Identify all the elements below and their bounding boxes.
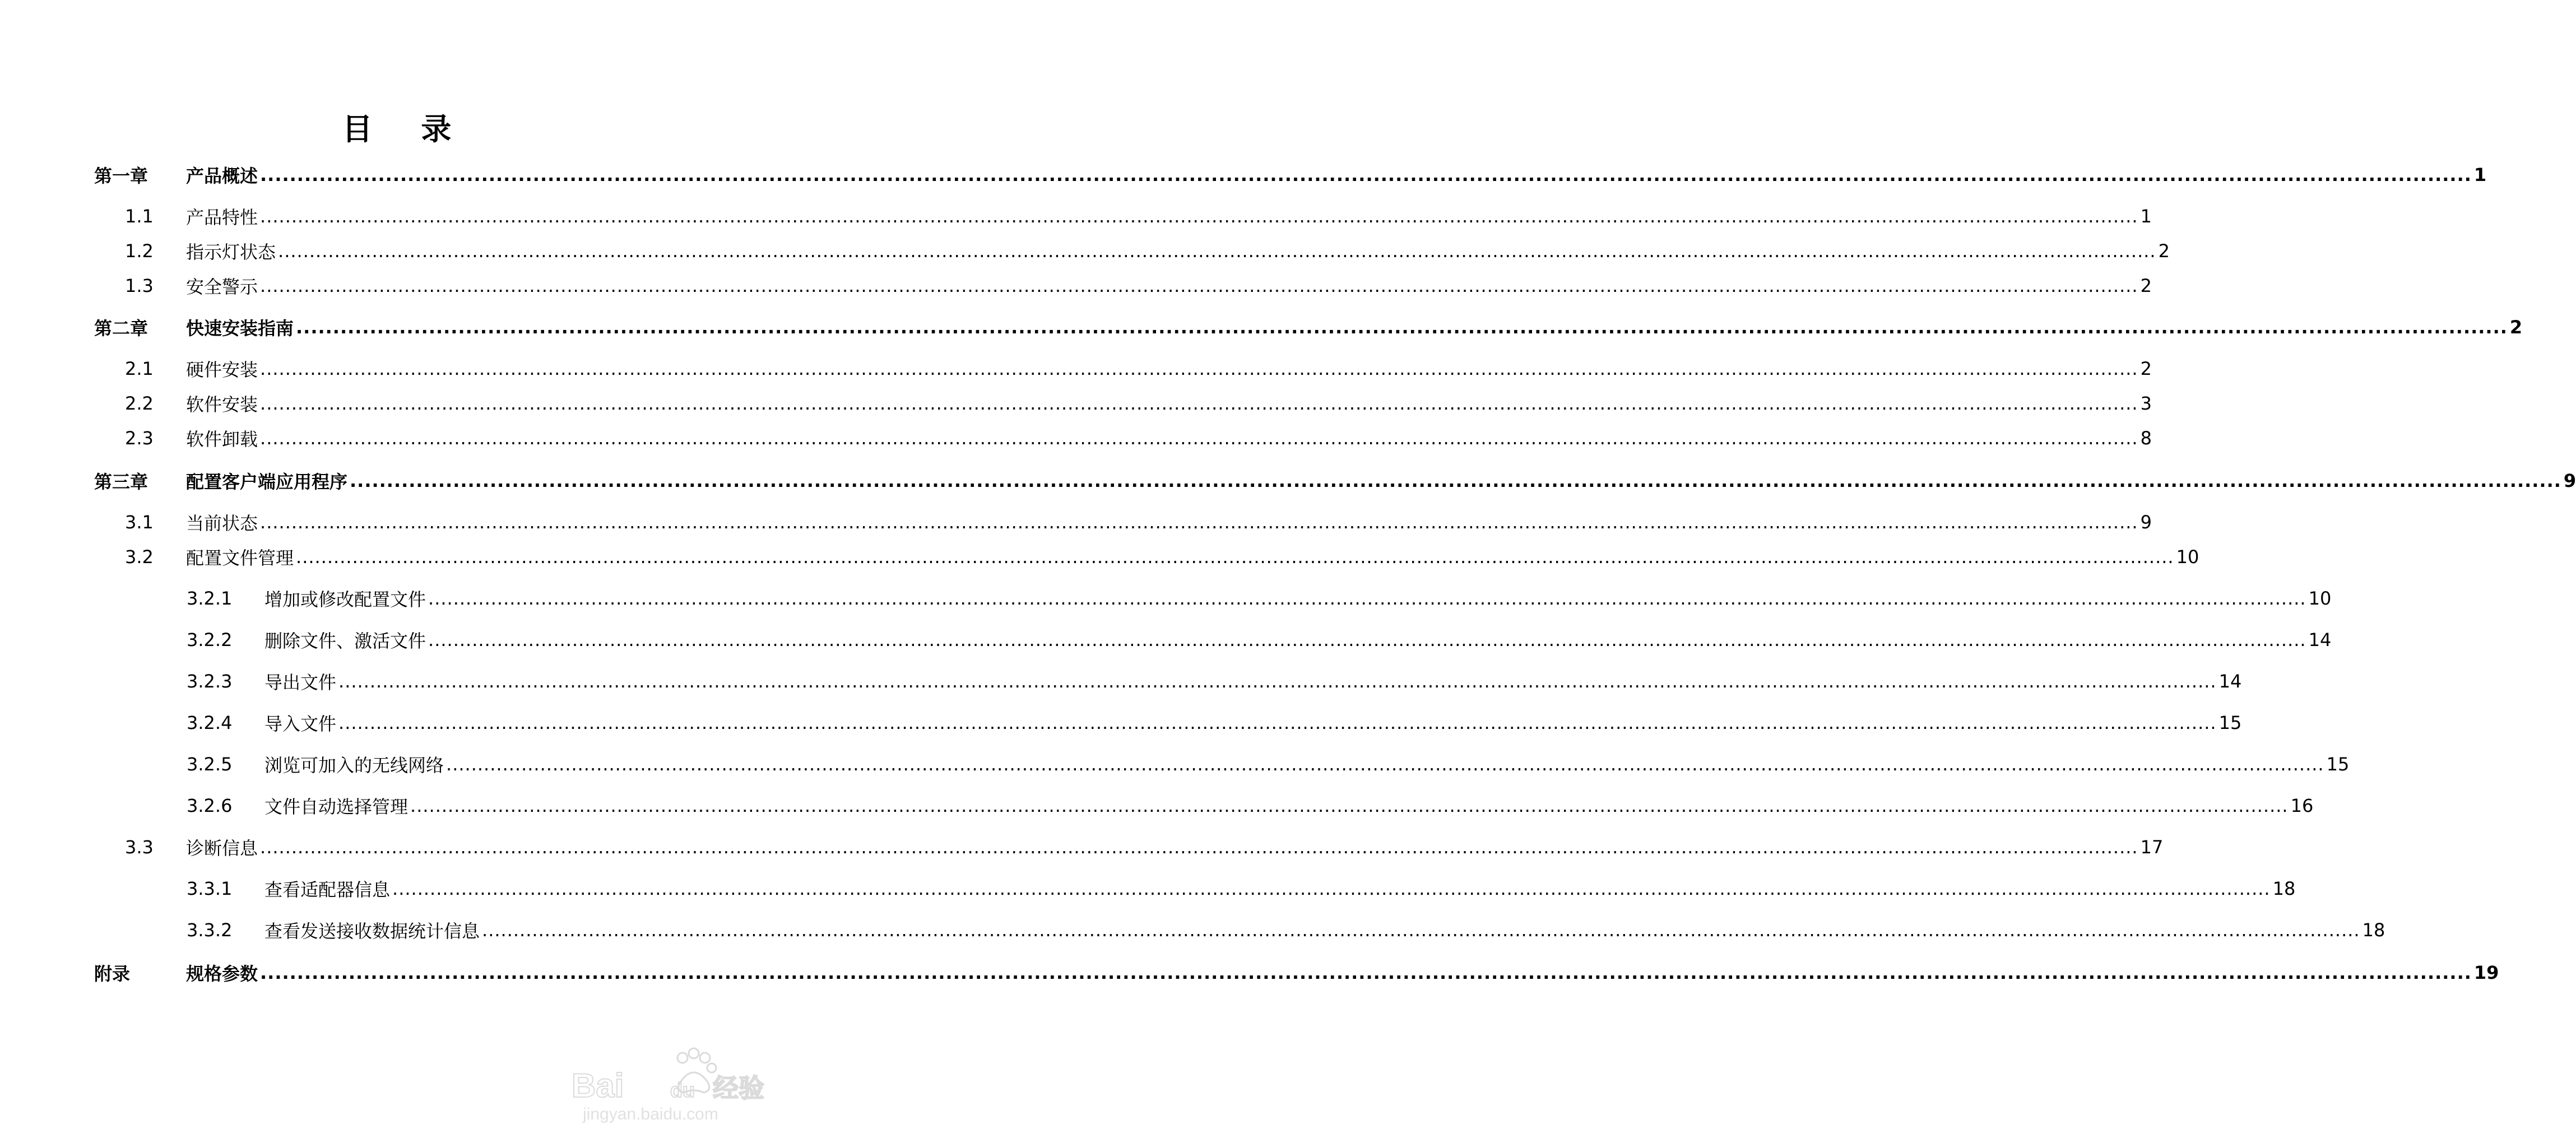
toc-entry-chapter[interactable]	[0, 310, 2523, 344]
toc-leader-dots: ............................................................................................................................................................................................................................................................................................................	[260, 962, 2472, 983]
toc-entry-sub[interactable]	[0, 913, 2385, 947]
toc-entry-line	[264, 747, 2350, 781]
toc-entry-label: 导出文件	[264, 672, 337, 693]
toc-entry-page: 8	[2140, 428, 2152, 449]
toc-entry-number: 第二章	[94, 318, 148, 339]
toc-leader-dots: ............................................................................................................................................................................................................................................................................................................	[410, 795, 2289, 816]
toc-entry-label: 文件自动选择管理	[264, 796, 409, 817]
toc-entry-line	[186, 234, 2170, 268]
toc-entry-number: 3.3.2	[187, 919, 233, 941]
toc-entry-line	[186, 464, 2576, 498]
toc-entry-section[interactable]	[0, 352, 2152, 385]
toc-entry-label: 安全警示	[186, 276, 258, 298]
svg-text:du: du	[670, 1079, 695, 1102]
toc-entry-page: 18	[2362, 919, 2385, 941]
toc-entry-label: 导入文件	[264, 713, 337, 735]
toc-entry-page: 15	[2218, 712, 2242, 733]
toc-entry-number: 2.1	[125, 358, 154, 379]
svg-text:jingyan.baidu.com: jingyan.baidu.com	[583, 1105, 718, 1123]
toc-entry-page: 10	[2308, 588, 2332, 609]
toc-leader-dots: ............................................................................................................................................................................................................................................................................................................	[260, 206, 2138, 227]
toc-leader-dots: ............................................................................................................................................................................................................................................................................................................	[446, 754, 2324, 775]
toc-entry-label: 软件安装	[186, 394, 258, 415]
toc-entry-line	[186, 505, 2152, 539]
toc-entry-number: 第一章	[94, 165, 148, 187]
toc-leader-dots: ............................................................................................................................................................................................................................................................................................................	[260, 837, 2138, 858]
toc-entry-line	[186, 956, 2499, 989]
toc-entry-label: 增加或修改配置文件	[264, 589, 426, 610]
toc-entry-sub[interactable]	[0, 747, 2350, 781]
toc-entry-number: 3.2.4	[187, 712, 233, 733]
toc-entry-number: 3.3	[125, 837, 154, 858]
toc-leader-dots: ............................................................................................................................................................................................................................................................................................................	[350, 470, 2561, 491]
toc-entry-section[interactable]	[0, 387, 2152, 420]
toc-entry-line	[264, 623, 2332, 657]
toc-leader-dots: ............................................................................................................................................................................................................................................................................................................	[260, 512, 2138, 533]
toc-entry-line	[186, 540, 2199, 574]
toc-entry-number: 3.2.5	[187, 754, 233, 775]
toc-leader-dots: ............................................................................................................................................................................................................................................................................................................	[260, 164, 2472, 185]
toc-leader-dots: ............................................................................................................................................................................................................................................................................................................	[296, 546, 2174, 568]
toc-entry-page: 9	[2140, 512, 2152, 533]
toc-entry-section[interactable]	[0, 830, 2164, 864]
toc-entry-label: 指示灯状态	[186, 241, 276, 263]
toc-entry-number: 2.2	[125, 393, 154, 414]
toc-entry-chapter[interactable]	[0, 464, 2576, 498]
toc-leader-dots: ............................................................................................................................................................................................................................................................................................................	[338, 712, 2217, 733]
toc-leader-dots: ............................................................................................................................................................................................................................................................................................................	[260, 358, 2138, 379]
toc-entry-section[interactable]	[0, 540, 2199, 574]
toc-entry-line	[186, 352, 2152, 385]
toc-leader-dots: ............................................................................................................................................................................................................................................................................................................	[482, 919, 2360, 941]
toc-entry-page: 1	[2140, 206, 2152, 227]
toc-entry-label: 删除文件、激活文件	[264, 630, 426, 652]
toc-entry-page: 17	[2140, 837, 2164, 858]
toc-entry-line	[186, 310, 2523, 344]
toc-entry-page: 10	[2176, 546, 2199, 568]
toc-entry-number: 3.2.1	[187, 588, 233, 609]
toc-entry-number: 1.2	[125, 240, 154, 262]
toc-entry-label: 配置文件管理	[186, 547, 294, 569]
toc-entry-number: 3.3.1	[187, 878, 233, 899]
toc-leader-dots: ............................................................................................................................................................................................................................................................................................................	[428, 588, 2306, 609]
toc-entry-page: 9	[2563, 470, 2576, 491]
toc-leader-dots: ............................................................................................................................................................................................................................................................................................................	[260, 393, 2138, 414]
toc-entry-number: 2.3	[125, 428, 154, 449]
toc-entry-line	[264, 872, 2296, 905]
toc-entry-number: 1.1	[125, 206, 154, 227]
toc-entry-line	[264, 789, 2314, 823]
toc-leader-dots: ............................................................................................................................................................................................................................................................................................................	[260, 428, 2138, 449]
toc-entry-page: 19	[2473, 962, 2499, 983]
toc-leader-dots: ............................................................................................................................................................................................................................................................................................................	[278, 240, 2156, 262]
toc-entry-label: 查看发送接收数据统计信息	[264, 921, 480, 942]
toc-entry-sub[interactable]	[0, 789, 2314, 823]
toc-title: 目 录	[342, 111, 471, 147]
toc-entry-label: 浏览可加入的无线网络	[264, 755, 444, 776]
toc-entry-page: 14	[2308, 629, 2332, 651]
toc-entry-page: 14	[2218, 671, 2242, 692]
toc-entry-number: 第三章	[94, 471, 148, 492]
toc-entry-label: 查看适配器信息	[264, 879, 391, 900]
toc-entry-number: 3.1	[125, 512, 154, 533]
toc-entry-line	[186, 199, 2152, 233]
toc-leader-dots: ............................................................................................................................................................................................................................................................................................................	[428, 629, 2306, 651]
toc-entry-page: 2	[2140, 358, 2152, 379]
toc-entry-sub[interactable]	[0, 706, 2242, 740]
toc-leader-dots: ............................................................................................................................................................................................................................................................................................................	[338, 671, 2217, 692]
toc-entry-number: 3.2.3	[187, 671, 233, 692]
toc-entry-label: 产品特性	[186, 207, 258, 228]
toc-entry-section[interactable]	[0, 505, 2152, 539]
toc-entry-page: 16	[2290, 795, 2314, 816]
toc-entry-line	[264, 913, 2385, 947]
svg-text:经验: 经验	[713, 1073, 764, 1103]
toc-entry-label: 配置客户端应用程序	[186, 471, 348, 492]
toc-entry-chapter[interactable]	[0, 158, 2487, 192]
toc-entry-sub[interactable]	[0, 872, 2296, 905]
toc-entry-page: 2	[2158, 240, 2170, 262]
toc-entry-page: 2	[2140, 275, 2152, 296]
toc-entry-label: 规格参数	[186, 963, 258, 984]
toc-entry-section[interactable]	[0, 421, 2152, 455]
toc-entry-page: 2	[2509, 317, 2523, 338]
toc-entry-line	[186, 387, 2152, 420]
toc-entry-page: 3	[2140, 393, 2152, 414]
toc-entry-number: 附录	[94, 963, 131, 984]
baidu-watermark-logo	[566, 1037, 768, 1126]
toc-leader-dots: ............................................................................................................................................................................................................................................................................................................	[296, 317, 2508, 338]
toc-entry-label: 诊断信息	[186, 838, 258, 859]
toc-entry-page: 18	[2272, 878, 2296, 899]
toc-entry-page: 15	[2326, 754, 2350, 775]
toc-entry-section[interactable]	[0, 269, 2152, 303]
toc-entry-line	[264, 706, 2242, 740]
toc-entry-chapter[interactable]	[0, 956, 2499, 989]
toc-leader-dots: ............................................................................................................................................................................................................................................................................................................	[392, 878, 2271, 899]
toc-entry-label: 快速安装指南	[186, 318, 294, 339]
toc-entry-label: 软件卸载	[186, 429, 258, 450]
toc-entry-line	[186, 421, 2152, 455]
toc-entry-number: 3.2	[125, 546, 154, 568]
toc-entry-line	[186, 269, 2152, 303]
toc-entry-section[interactable]	[0, 199, 2152, 233]
svg-text:Bai: Bai	[572, 1067, 624, 1104]
toc-entry-sub[interactable]	[0, 582, 2332, 615]
toc-entry-number: 1.3	[125, 275, 154, 296]
toc-entry-line	[264, 665, 2242, 698]
toc-entry-sub[interactable]	[0, 623, 2332, 657]
toc-entry-number: 3.2.6	[187, 795, 233, 816]
toc-entry-line	[264, 582, 2332, 615]
toc-entry-number: 3.2.2	[187, 629, 233, 651]
toc-entry-page: 1	[2473, 164, 2487, 185]
toc-entry-label: 硬件安装	[186, 359, 258, 380]
toc-entry-line	[186, 158, 2487, 192]
toc-entry-line	[186, 830, 2164, 864]
toc-entry-label: 产品概述	[186, 165, 258, 187]
toc-leader-dots: ............................................................................................................................................................................................................................................................................................................	[260, 275, 2138, 296]
toc-entry-section[interactable]	[0, 234, 2170, 268]
toc-entry-sub[interactable]	[0, 665, 2242, 698]
toc-entry-label: 当前状态	[186, 513, 258, 534]
